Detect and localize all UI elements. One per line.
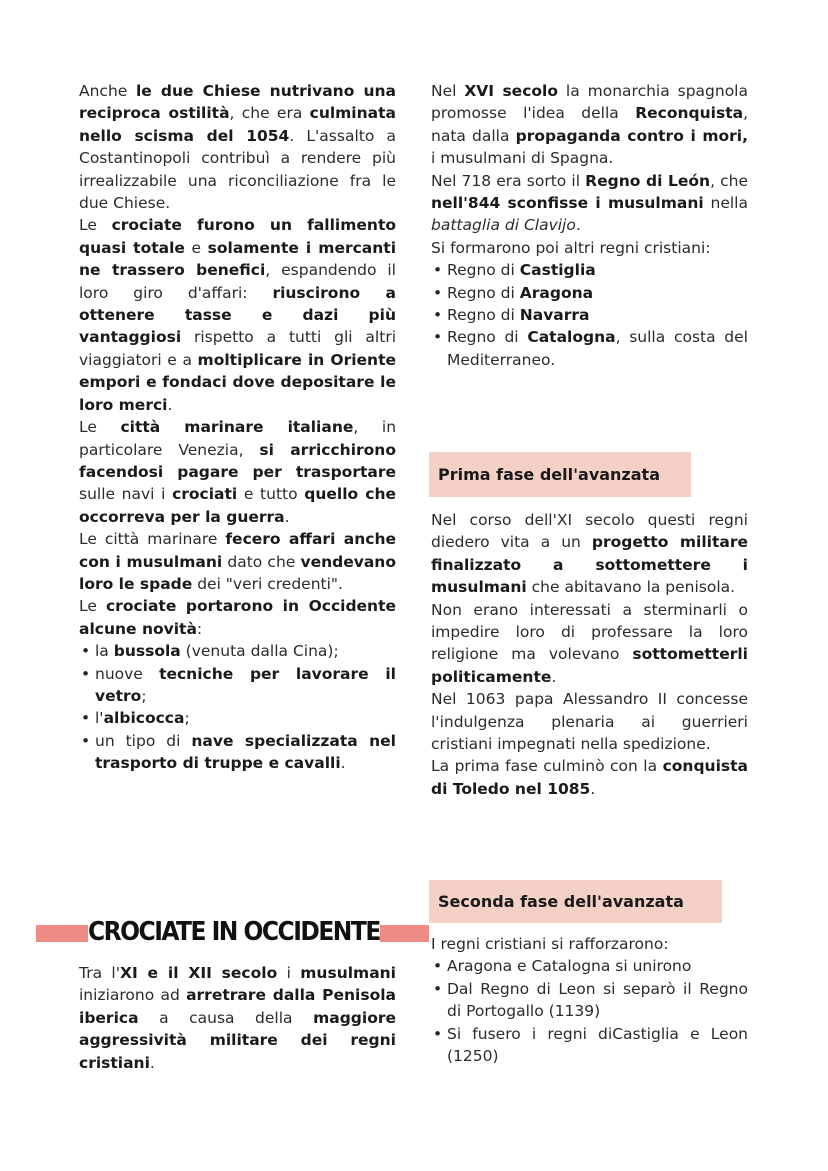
- paragraph: [431, 688, 748, 755]
- list-item: [431, 978, 748, 1023]
- text-run: Le: [79, 418, 121, 437]
- text-run: città marinare italiane: [120, 418, 354, 437]
- title-accent-bar-left: [36, 925, 88, 942]
- text-run: , in particolare Venezia,: [79, 418, 397, 459]
- paragraph: [431, 509, 748, 599]
- paragraph: [431, 237, 748, 259]
- text-run: rispetto a tutti gli altri viaggiatori e a: [79, 328, 396, 369]
- text-run: nuove: [95, 664, 160, 683]
- text-run: che abitavano la penisola.: [526, 578, 736, 597]
- text-run: a causa della: [138, 1008, 314, 1027]
- text-run: Catalogna: [527, 328, 616, 347]
- list-item: [79, 730, 396, 775]
- text-run: culminata nello scisma del 1054: [79, 104, 396, 145]
- text-run: Regno di: [447, 261, 520, 280]
- text-run: , espandendo il loro giro d'affari:: [79, 261, 396, 302]
- text-run: e: [184, 238, 208, 257]
- text-run: Navarra: [519, 306, 590, 325]
- text-run: l': [95, 709, 104, 728]
- text-run: .: [575, 216, 581, 235]
- text-run: tecniche per lavorare il vetro: [95, 664, 396, 705]
- paragraph: [79, 416, 396, 528]
- text-run: Le: [79, 597, 106, 616]
- text-run: si arricchirono facendosi pagare per trasportare: [79, 440, 396, 481]
- text-run: Tra l': [79, 964, 120, 982]
- text-run: Regno di: [447, 328, 528, 347]
- paragraph: [79, 528, 396, 595]
- text-run: i: [277, 964, 301, 982]
- list-item: [79, 707, 396, 729]
- paragraph: [431, 755, 748, 800]
- list-item: [79, 663, 396, 708]
- list-item: [431, 326, 748, 371]
- text-run: crociati: [172, 485, 238, 504]
- novelties-list: [79, 640, 396, 774]
- text-run: solamente i mercanti ne trassero benefici: [79, 238, 397, 280]
- text-run: Regno di: [447, 306, 520, 325]
- text-run: Regno di: [447, 283, 520, 302]
- section-title: CROCIATE IN OCCIDENTE: [88, 917, 380, 947]
- paragraph: [79, 962, 396, 1074]
- right-column-lower: [431, 933, 748, 1067]
- text-run: nella: [703, 194, 748, 213]
- text-run: sottometterli politicamente: [431, 645, 748, 686]
- text-run: propaganda contro i mori,: [515, 126, 748, 145]
- text-run: Castiglia: [519, 261, 596, 280]
- paragraph: [431, 933, 748, 955]
- text-run: quello che occorreva per la guerra: [79, 485, 397, 526]
- text-run: vendevano loro le spade: [79, 552, 396, 593]
- text-run: riuscirono a ottenere tasse e dazi più vantaggiosi: [79, 283, 396, 347]
- kingdoms-list: [431, 259, 748, 371]
- text-run: , sulla costa del Mediterraneo.: [447, 328, 748, 369]
- text-run: nave specializzata nel trasporto di truppe e cavalli: [95, 731, 396, 773]
- text-run: Aragona: [519, 283, 594, 302]
- text-run: e tutto: [237, 485, 305, 504]
- text-run: Dal Regno di Leon si separò il Regno di Portogallo (1139): [447, 979, 748, 1021]
- title-accent-bar-right: [380, 925, 429, 942]
- text-run: le due Chiese nutrivano una reciproca ostilità: [79, 82, 396, 123]
- text-run: iniziarono ad: [79, 986, 187, 1005]
- text-run: , nata dalla: [431, 104, 748, 145]
- text-run: .: [149, 1053, 155, 1072]
- text-run: i musulmani di Spagna.: [431, 149, 614, 168]
- text-run: progetto militare finalizzato a sottomettere i musulmani: [431, 533, 748, 597]
- left-column-lower: [79, 962, 396, 1074]
- text-run: Si formarono poi altri regni cristiani:: [431, 238, 711, 257]
- text-run: . L'assalto a Costantinopoli contribuì a rendere più irrealizzabile una riconciliazione fra le due Chiese.: [79, 126, 396, 213]
- left-column: [79, 80, 396, 775]
- text-run: arretrare dalla Penisola iberica: [79, 986, 396, 1027]
- text-run: nell'844 sconfisse i musulmani: [431, 194, 704, 213]
- text-run: ;: [184, 709, 190, 728]
- text-run: Non erano interessati a sterminarli o impedire loro di professare la loro religione ma volevano: [431, 600, 748, 664]
- text-run: fecero affari anche con i musulmani: [79, 530, 397, 571]
- paragraph: [431, 599, 748, 689]
- text-run: dato che: [222, 552, 301, 571]
- paragraph: [431, 80, 748, 170]
- text-run: I regni cristiani si rafforzarono:: [431, 935, 669, 953]
- text-run: .: [340, 754, 346, 773]
- paragraph: [79, 595, 396, 640]
- list-item: [431, 1023, 748, 1068]
- list-item: [431, 259, 748, 281]
- text-run: Anche: [79, 82, 136, 100]
- text-run: Regno di León: [585, 171, 711, 190]
- text-run: Reconquista: [635, 104, 744, 123]
- list-item: [79, 640, 396, 662]
- right-column: [431, 80, 748, 371]
- text-run: Si fusero i regni diCastiglia e Leon (1250): [447, 1024, 748, 1066]
- text-run: conquista di Toledo nel 1085: [431, 757, 748, 798]
- text-run: musulmani: [300, 964, 396, 982]
- text-run: sulle navi i: [79, 485, 173, 504]
- text-run: (venuta dalla Cina);: [180, 642, 339, 661]
- text-run: ;: [141, 686, 147, 705]
- text-run: .: [284, 507, 290, 526]
- text-run: Nel: [431, 82, 465, 100]
- text-run: crociate furono un fallimento quasi totale: [79, 216, 397, 257]
- text-run: crociate portarono in Occidente alcune novità: [79, 597, 397, 638]
- list-item: [431, 955, 748, 977]
- text-run: Nel 1063 papa Alessandro II concesse l'indulgenza plenaria ai guerrieri cristiani impegnati nella spedizione.: [431, 690, 748, 754]
- second-phase-list: [431, 955, 748, 1067]
- text-run: maggiore aggressività militare dei regni cristiani: [79, 1008, 396, 1072]
- text-run: la monarchia spagnola promosse l'idea della: [431, 82, 748, 123]
- text-run: Nel 718 era sorto il: [431, 171, 586, 190]
- text-run: un tipo di: [95, 731, 192, 750]
- paragraph: [431, 170, 748, 237]
- text-run: la: [95, 642, 114, 661]
- right-column-middle: [431, 509, 748, 800]
- text-run: .: [167, 395, 173, 414]
- text-run: .: [551, 667, 557, 686]
- text-run: Le: [79, 216, 112, 235]
- text-run: Aragona e Catalogna si unirono: [447, 957, 692, 976]
- text-run: La prima fase culminò con la: [431, 757, 663, 776]
- text-run: XI e il XII secolo: [120, 964, 278, 982]
- text-run: , che era: [229, 104, 310, 123]
- text-run: .: [590, 779, 596, 798]
- text-run: Le città marinare: [79, 530, 226, 549]
- text-run: battaglia di Clavijo: [431, 216, 576, 235]
- heading-box-first-phase: Prima fase dell'avanzata: [429, 452, 691, 497]
- text-run: moltiplicare in Oriente empori e fondaci dove depositare le loro merci: [79, 350, 396, 414]
- text-run: dei "veri credenti".: [192, 574, 343, 593]
- text-run: Nel corso dell'XI secolo questi regni diedero vita a un: [431, 511, 748, 552]
- list-item: [431, 304, 748, 326]
- paragraph: [79, 80, 396, 214]
- text-run: , che: [710, 171, 748, 190]
- paragraph: [79, 214, 396, 416]
- list-item: [431, 282, 748, 304]
- heading-box-second-phase: Seconda fase dell'avanzata: [429, 880, 722, 923]
- text-run: bussola: [113, 642, 181, 661]
- text-run: albicocca: [103, 709, 185, 728]
- text-run: :: [196, 619, 203, 638]
- text-run: XVI secolo: [464, 82, 558, 100]
